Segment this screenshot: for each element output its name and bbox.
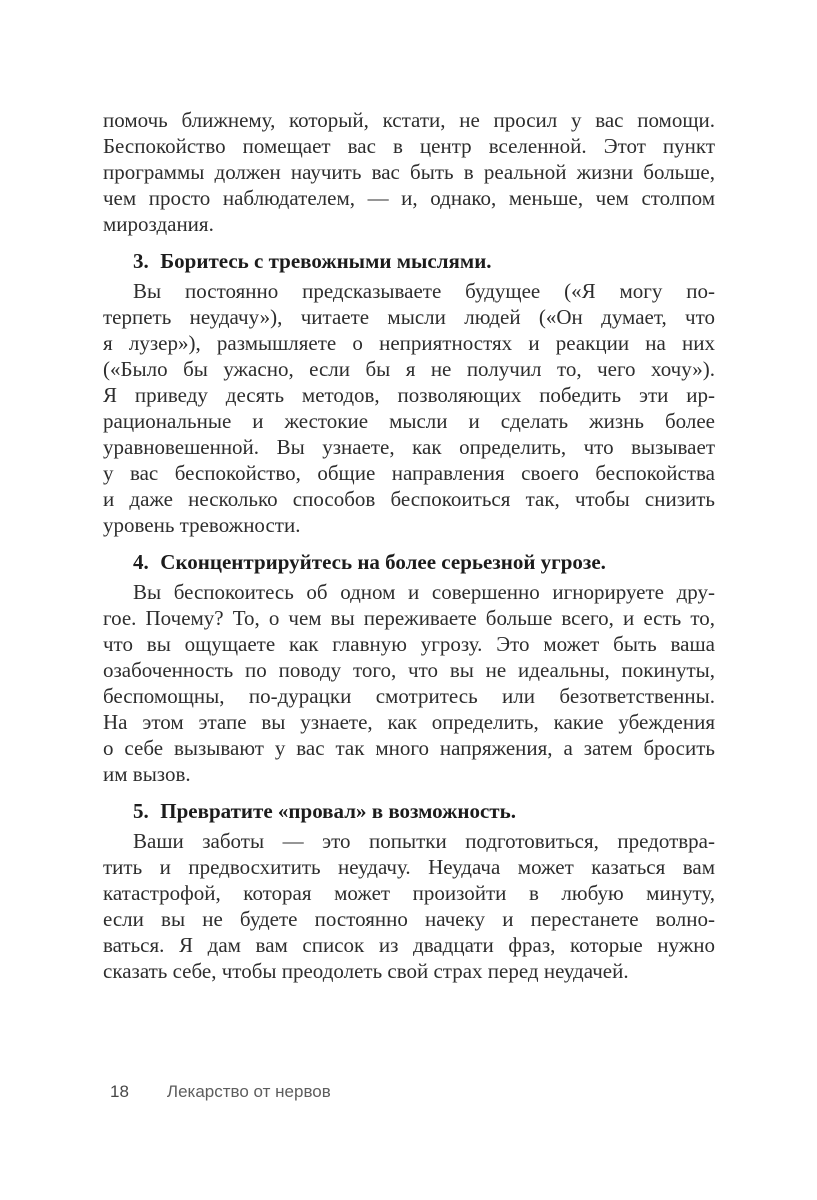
- text-line: уравновешенной. Вы узнаете, как определить, что вызывает: [103, 435, 715, 459]
- page-number: 18: [110, 1082, 129, 1101]
- page-footer: [110, 1082, 331, 1102]
- text-line: чем просто наблюдателем, — и, однако, меньше, чем столпом: [103, 186, 715, 210]
- page-body: [103, 107, 715, 984]
- text-line: сказать себе, чтобы преодолеть свой страх перед неудачей.: [103, 959, 629, 983]
- text-line: гое. Почему? То, о чем вы переживаете больше всего, и есть то,: [103, 606, 715, 630]
- text-line: программы должен научить вас быть в реальной жизни больше,: [103, 160, 715, 184]
- text-line: мироздания.: [103, 212, 214, 236]
- heading-title: Сконцентрируйтесь на более серьезной угрозе.: [160, 550, 606, 574]
- text-line: что вы ощущаете как главную угрозу. Это может быть ваша: [103, 632, 715, 656]
- text-line: Ваши заботы — это попытки подготовиться, предотвра-: [133, 829, 715, 853]
- text-line: уровень тревожности.: [103, 513, 301, 537]
- text-line: рациональные и жестокие мысли и сделать жизнь более: [103, 409, 715, 433]
- heading-number: 3.: [133, 249, 149, 273]
- heading-title: Боритесь с тревожными мыслями.: [160, 249, 492, 273]
- section-heading: [103, 549, 715, 575]
- paragraph: [103, 107, 715, 237]
- text-line: Беспокойство помещает вас в центр вселенной. Этот пункт: [103, 134, 715, 158]
- paragraph: [103, 278, 715, 538]
- text-line: озабоченность по поводу того, что вы не идеальны, покинуты,: [103, 658, 715, 682]
- paragraph: [103, 828, 715, 984]
- text-line: беспомощны, по-дурацки смотритесь или безответственны.: [103, 684, 715, 708]
- text-line: я лузер»), размышляете о неприятностях и реакции на них: [103, 331, 715, 355]
- heading-number: 4.: [133, 550, 149, 574]
- text-line: Вы беспокоитесь об одном и совершенно игнорируете дру-: [133, 580, 715, 604]
- heading-title: Превратите «провал» в возможность.: [160, 799, 516, 823]
- text-line: катастрофой, которая может произойти в любую минуту,: [103, 881, 715, 905]
- text-line: если вы не будете постоянно начеку и перестанете волно-: [103, 907, 715, 931]
- text-line: Я приведу десять методов, позволяющих победить эти ир-: [103, 383, 715, 407]
- text-line: ваться. Я дам вам список из двадцати фраз, которые нужно: [103, 933, 715, 957]
- text-line: терпеть неудачу»), читаете мысли людей («Он думает, что: [103, 305, 715, 329]
- heading-number: 5.: [133, 799, 149, 823]
- text-line: На этом этапе вы узнаете, как определить, какие убеждения: [103, 710, 715, 734]
- text-line: им вызов.: [103, 762, 191, 786]
- section-heading: [103, 798, 715, 824]
- running-title: Лекарство от нервов: [166, 1082, 331, 1101]
- section-heading: [103, 248, 715, 274]
- text-line: у вас беспокойство, общие направления своего беспокойства: [103, 461, 715, 485]
- text-line: помочь ближнему, который, кстати, не просил у вас помощи.: [103, 108, 715, 132]
- text-line: тить и предвосхитить неудачу. Неудача может казаться вам: [103, 855, 715, 879]
- paragraph: [103, 579, 715, 787]
- text-line: («Было бы ужасно, если бы я не получил то, чего хочу»).: [103, 357, 715, 381]
- text-line: и даже несколько способов беспокоиться так, чтобы снизить: [103, 487, 715, 511]
- text-line: Вы постоянно предсказываете будущее («Я могу по-: [133, 279, 715, 303]
- text-line: о себе вызывают у вас так много напряжения, а затем бросить: [103, 736, 715, 760]
